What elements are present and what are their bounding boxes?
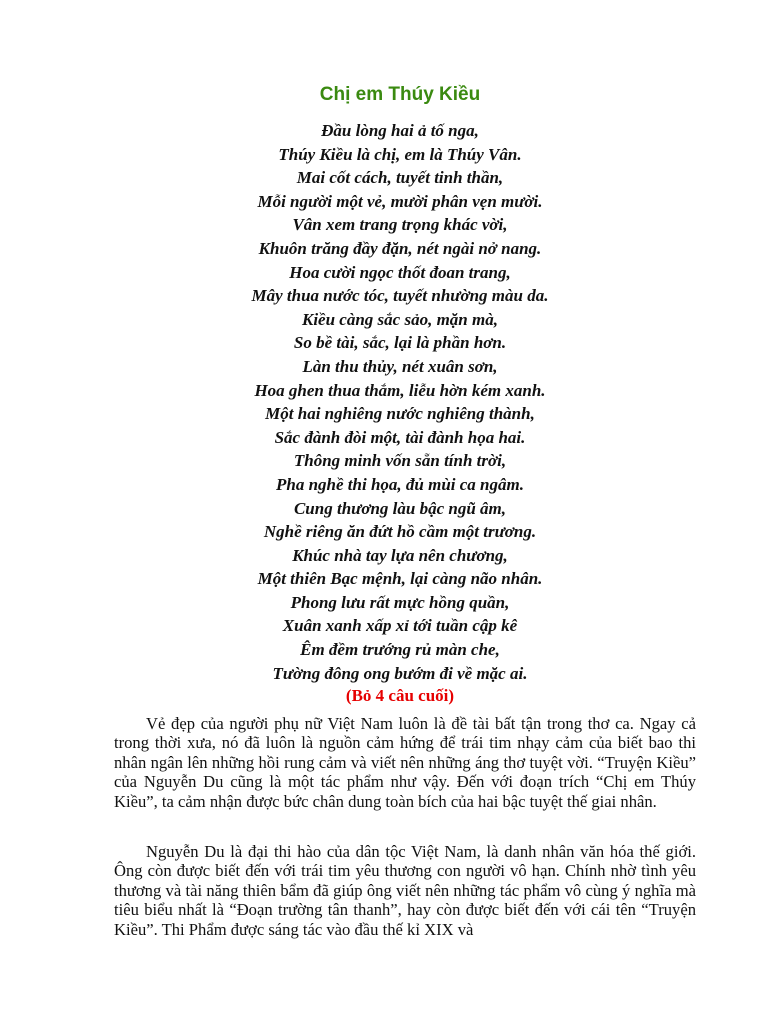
poem-line: Sắc đành đòi một, tài đành họa hai. [274, 427, 526, 447]
page-title: Chị em Thúy Kiều [319, 84, 481, 105]
poem-line: Êm đềm trướng rủ màn che, [300, 640, 500, 660]
poem-line: Hoa cười ngọc thốt đoan trang, [289, 262, 511, 282]
poem [0, 119, 768, 685]
poem-line: Hoa ghen thua thắm, liễu hờn kém xanh. [254, 380, 546, 400]
poem-line: Làn thu thủy, nét xuân sơn, [302, 356, 498, 376]
poem-line: Mỗi người một vẻ, mười phân vẹn mười. [257, 191, 543, 211]
poem-line: Xuân xanh xấp xỉ tới tuần cập kê [282, 616, 518, 636]
poem-line: Mai cốt cách, tuyết tinh thần, [296, 168, 504, 188]
poem-line: Pha nghề thi họa, đủ mùi ca ngâm. [276, 474, 524, 494]
poem-line: Mây thua nước tóc, tuyết nhường màu da. [251, 286, 549, 306]
poem-line: Phong lưu rất mực hồng quần, [290, 592, 510, 612]
poem-line: So bề tài, sắc, lại là phần hơn. [293, 333, 507, 353]
poem-line: Khuôn trăng đầy đặn, nét ngài nở nang. [258, 238, 542, 258]
poem-line: Tường đông ong bướm đi về mặc ai. [272, 663, 528, 683]
poem-line: Thông minh vốn sẵn tính trời, [293, 451, 507, 471]
body-paragraph: Vẻ đẹp của người phụ nữ Việt Nam luôn là đề tài bất tận trong thơ ca. Ngay cả trong thời xưa, nó đã luôn là nguồn cảm hứng để trái tim nhạy cảm của biết bao thi nhân ngân lên những hồi rung cảm và viết nên những áng thơ tuyệt vời. “Truyện Kiều” của Nguyễn Du cũng là một tác phẩm như vậy. Đến với đoạn trích “Chị em Thúy Kiều”, ta cảm nhận được bức chân dung toàn bích của hai bậc tuyệt thế giai nhân. [114, 714, 696, 811]
poem-line: Một hai nghiêng nước nghiêng thành, [265, 404, 535, 424]
poem-line: Đầu lòng hai ả tố nga, [321, 121, 479, 140]
omission-note: (Bỏ 4 câu cuối) [345, 686, 455, 705]
body-paragraph: Nguyễn Du là đại thi hào của dân tộc Việt Nam, là danh nhân văn hóa thế giới. Ông còn được biết đến với trái tim yêu thương con người vô hạn. Chính nhờ tình yêu thương và tài năng thiên bẩm đã giúp ông viết nên những tác phẩm vô cùng ý nghĩa mà tiêu biểu nhất là “Đoạn trường tân thanh”, hay còn được biết đến với cái tên “Truyện Kiều”. Thi Phẩm được sáng tác vào đầu thế kỉ XIX và [114, 842, 696, 939]
poem-line: Cung thương làu bậc ngũ âm, [293, 498, 507, 518]
poem-line: Kiều càng sắc sảo, mặn mà, [302, 309, 498, 329]
poem-line: Nghề riêng ăn đứt hồ cầm một trương. [263, 522, 537, 542]
poem-line: Một thiên Bạc mệnh, lại càng não nhân. [257, 569, 543, 589]
poem-line: Thúy Kiều là chị, em là Thúy Vân. [278, 144, 522, 164]
poem-line: Khúc nhà tay lựa nên chương, [292, 545, 508, 565]
poem-line: Vân xem trang trọng khác vời, [292, 215, 508, 235]
